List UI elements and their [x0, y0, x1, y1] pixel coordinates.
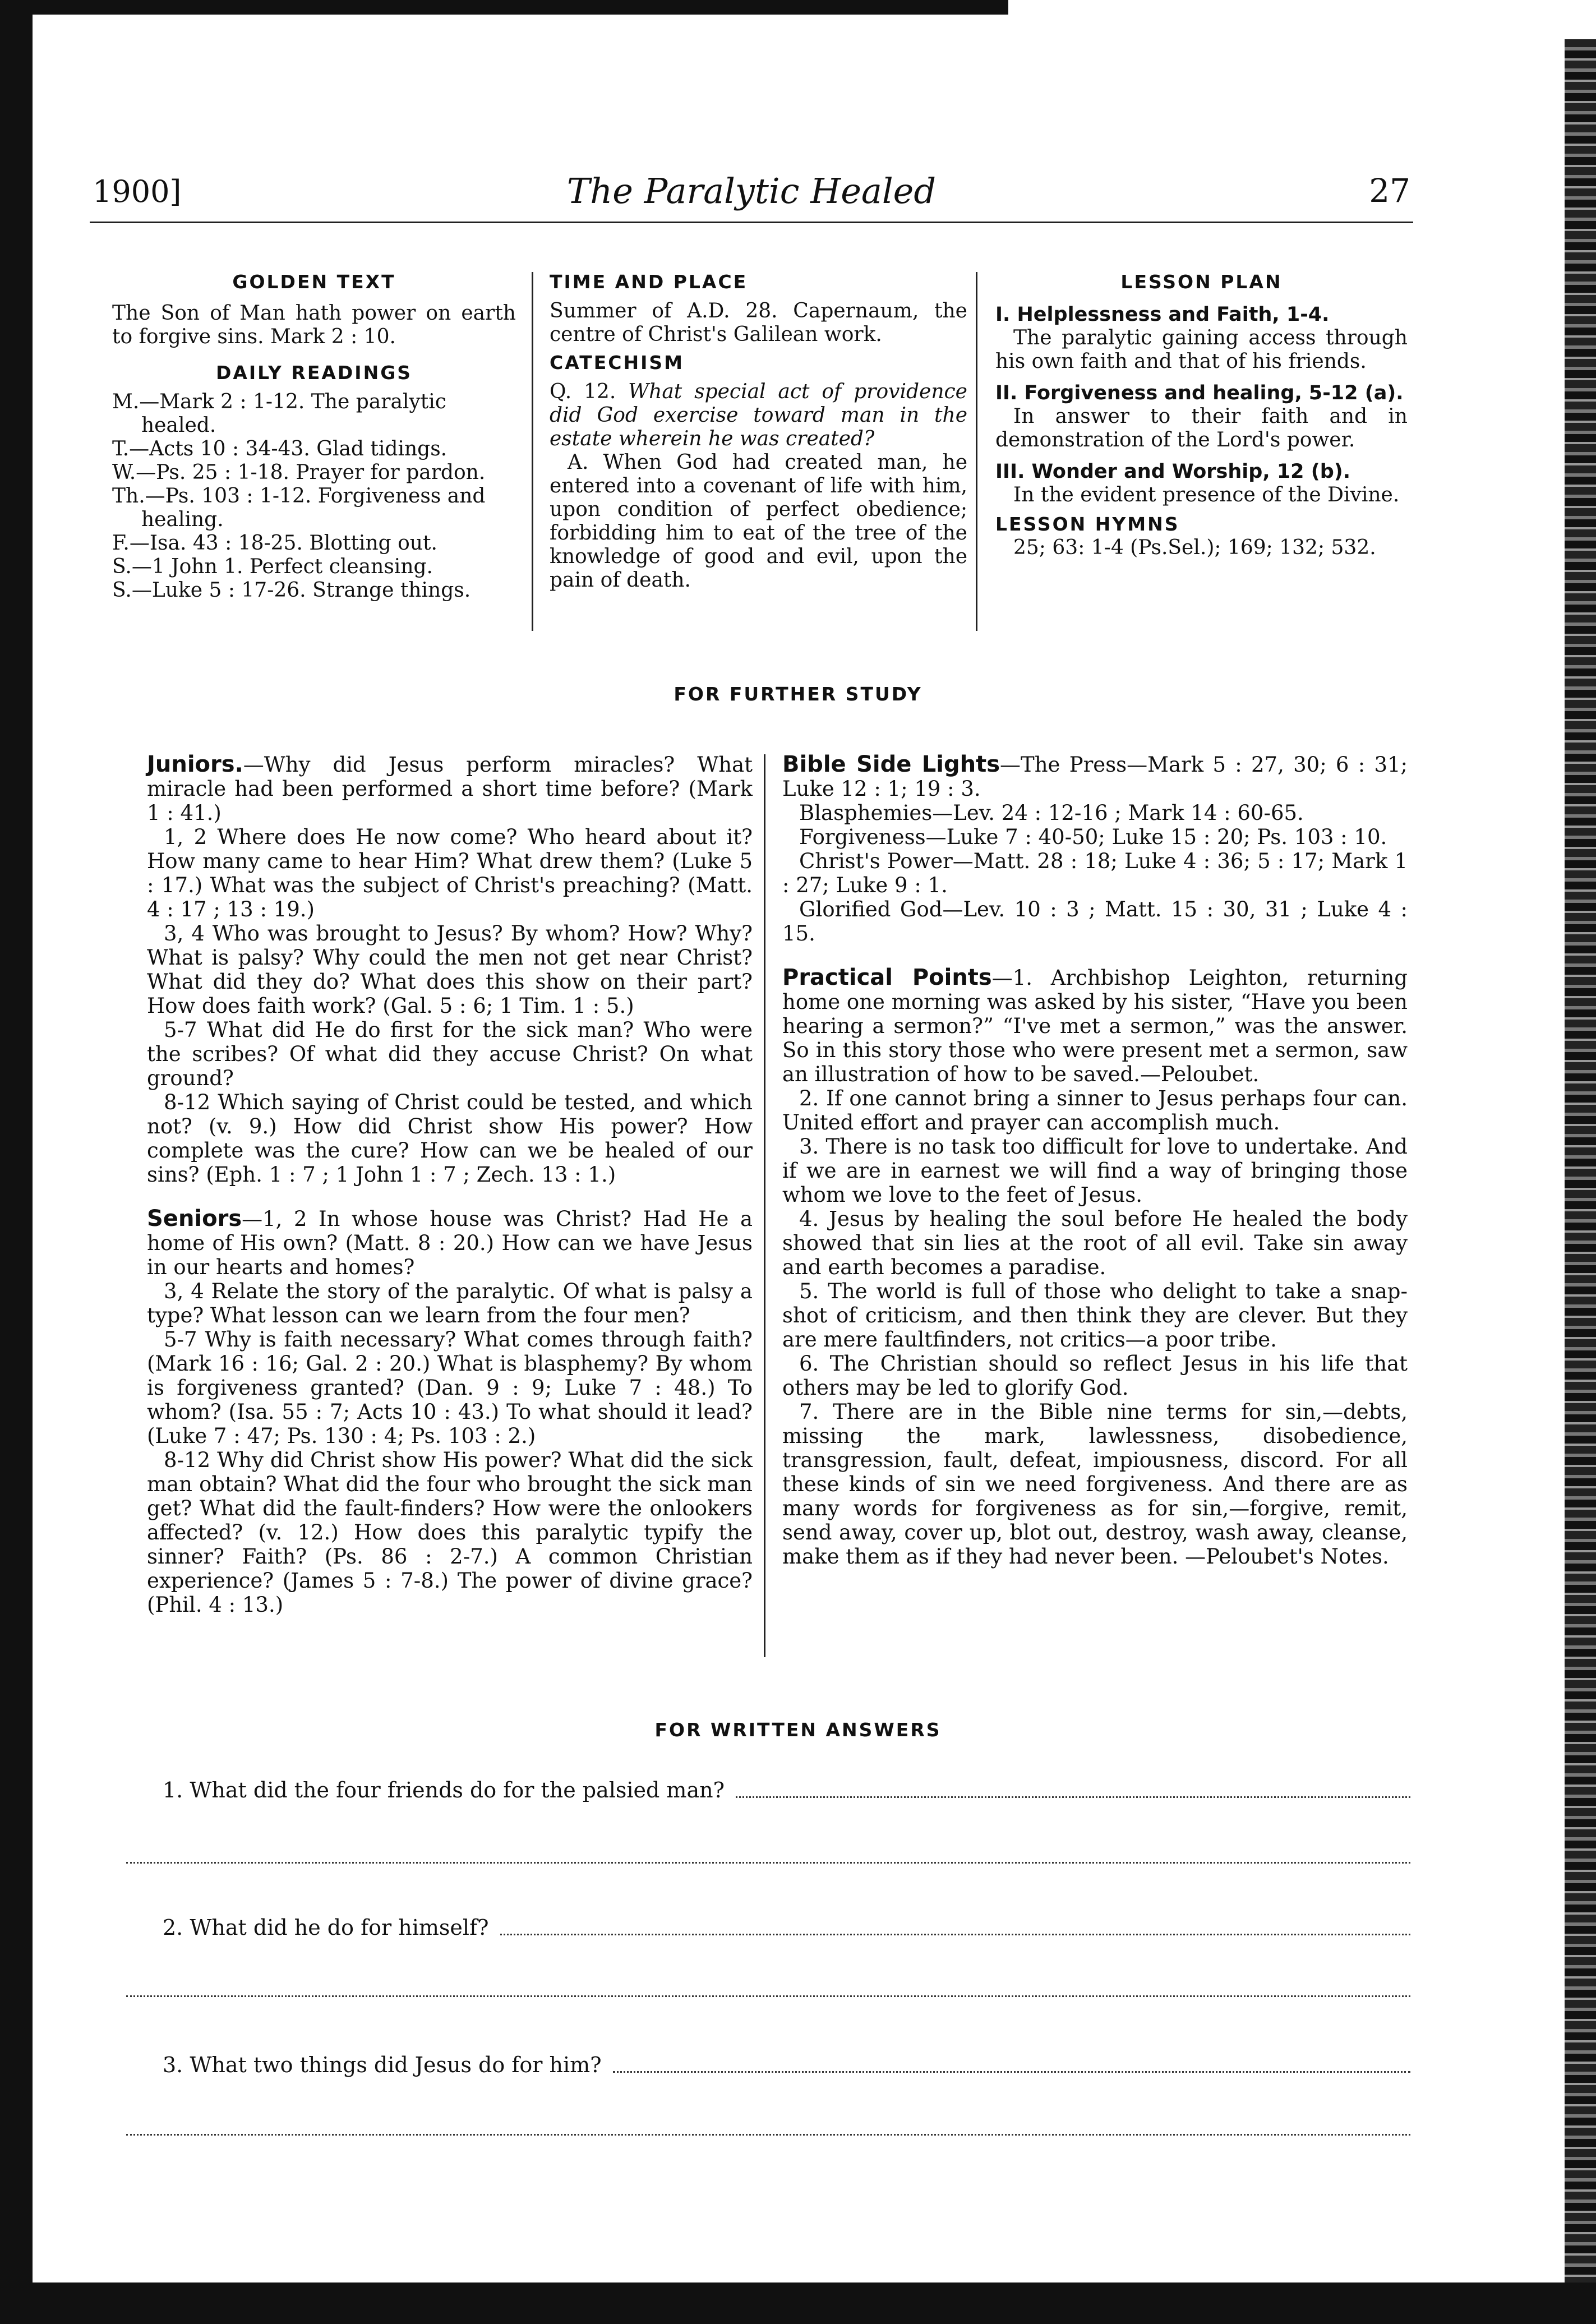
bible-lights-item: Forgiveness—Luke 7 : 40-50; Luke 15 : 20; Ps. 103 : 10. [799, 825, 1387, 849]
practical-point: 3. There is no task too difficult for love to undertake. And if we are in earnest we will find a way of bringing those whom we love to the feet of Jesus. [782, 1135, 1408, 1207]
seniors-question: 5-7 Why is faith necessary? What comes through faith? (Mark 16 : 16; Gal. 2 : 20.) What is blasphemy? By whom is forgiveness granted? (Dan. 9 : 9; Luke 7 : 48.) To whom? (Isa. 55 : 7; Acts 10 : 43.) To what should it lead? (Luke 7 : 47; Ps. 130 : 4; Ps. 103 : 2.) [147, 1327, 753, 1448]
daily-reading-item: S.—Luke 5 : 17-26. Strange things. [112, 579, 471, 602]
lesson-plan-item [995, 460, 1408, 507]
time-place-body: Summer of A.D. 28. Capernaum, the centre of Christ's Galilean work. [550, 299, 967, 346]
column-divider [976, 272, 977, 631]
practical-points-label: Practical Points [782, 965, 992, 990]
catechism-heading: CATECHISM [550, 352, 684, 374]
header-rule [90, 222, 1413, 223]
written-question: 1. What did the four friends do for the palsied man? [163, 1778, 725, 1802]
bible-lights-item: Christ's Power—Matt. 28 : 18; Luke 4 : 36; 5 : 17; Mark 1 : 27; Luke 9 : 1. [782, 849, 1408, 897]
practical-points-text: —1. Archbishop Leighton, returning home one morning was asked by his sister, “Have you been hearing a sermon?” “I've met a sermon,” was the answer. So in this story those who were present met a sermon, saw an illustration of how to be saved.—Peloubet. [782, 966, 1408, 1086]
golden-text-body: The Son of Man hath power on earth to forgive sins. Mark 2 : 10. [112, 302, 516, 348]
practical-point: 7. There are in the Bible nine terms for sin,—debts, missing the mark, lawlessness, disobedience, transgression, fault, defeat, impiousness, discord. For all these kinds of sin we need forgiveness. And there are as many words for forgiveness as for sin,—forgive, remit, send away, cover up, blot out, destroy, wash away, cleanse, make them as if they had never been. —Peloubet's Notes. [782, 1400, 1408, 1569]
written-answer-2 [163, 1915, 1410, 1940]
answer-line[interactable] [126, 1862, 1410, 1864]
juniors-intro [147, 753, 753, 825]
written-answer-3 [163, 2053, 1410, 2077]
time-place-column [550, 270, 967, 592]
answer-line[interactable] [613, 2071, 1410, 2073]
practical-point: 4. Jesus by healing the soul before He healed the body showed that sin lies at the root of all evil. Take sin away and earth becomes a paradise. [782, 1207, 1408, 1279]
juniors-question: 8-12 Which saying of Christ could be tested, and which not? (v. 9.) How did Christ show His power? How complete was the cure? How can we be healed of our sins? (Eph. 1 : 7 ; 1 John 1 : 7 ; Zech. 13 : 1.) [147, 1090, 753, 1187]
catechism-answer: A. When God had created man, he entered into a covenant of life with him, upon condition of perfect obedience; forbidding him to eat of the tree of the knowledge of good and evil, upon the pain of death. [550, 451, 967, 592]
bible-lights-label: Bible Side Lights [782, 751, 1000, 777]
seniors-intro [147, 1207, 753, 1279]
lesson-plan-item-text: In answer to their faith and in demonstration of the Lord's power. [995, 405, 1408, 451]
scan-edge-bottom [0, 2282, 1596, 2324]
daily-reading-item: S.—1 John 1. Perfect cleansing. [112, 555, 433, 578]
daily-readings-list [112, 390, 516, 602]
juniors-question: 1, 2 Where does He now come? Who heard about it? How many came to hear Him? What drew them? (Luke 5 : 17.) What was the subject of Christ's preaching? (Matt. 4 : 17 ; 13 : 19.) [147, 825, 753, 921]
column-divider [764, 754, 765, 1657]
scan-edge-right [1565, 39, 1596, 2282]
practical-points-intro [782, 966, 1408, 1086]
bible-lights-item: Blasphemies—Lev. 24 : 12-16 ; Mark 14 : 60-65. [799, 801, 1304, 825]
lesson-plan-heading: LESSON PLAN [1120, 271, 1283, 293]
lesson-plan-item-text: The paralytic gaining access through his own faith and that of his friends. [995, 326, 1408, 373]
daily-reading-item: M.—Mark 2 : 1-12. The paralytic healed. [112, 390, 446, 437]
answer-line[interactable] [500, 1934, 1410, 1935]
catechism-question-label: Q. 12. [550, 380, 616, 403]
bible-lights-item: Glorified God—Lev. 10 : 3 ; Matt. 15 : 30, 31 ; Luke 4 : 15. [782, 897, 1408, 946]
seniors-question: 8-12 Why did Christ show His power? What did the sick man obtain? What did the four who brought the sick man get? What did the fault-finders? How were the onlookers affected? (v. 12.) How does this paralytic typify the sinner? Faith? (Ps. 86 : 2-7.) A common Christian experience? (James 5 : 7-8.) The power of divine grace? (Phil. 4 : 13.) [147, 1448, 753, 1617]
written-question: 3. What two things did Jesus do for him? [163, 2053, 602, 2077]
juniors-question: 5-7 What did He do first for the sick man? Who were the scribes? Of what did they accuse Christ? On what ground? [147, 1018, 753, 1090]
lesson-plan-item [995, 303, 1408, 374]
lesson-hymns-heading: LESSON HYMNS [995, 513, 1180, 535]
daily-reading-item: T.—Acts 10 : 34-43. Glad tidings. [112, 437, 448, 460]
header-year: 1900] [93, 174, 182, 209]
lights-points-column [782, 753, 1408, 1569]
lesson-plan-column [995, 270, 1408, 560]
bible-lights-intro [782, 753, 1408, 801]
juniors-question: 3, 4 Who was brought to Jesus? By whom? How? Why? What is palsy? Why could the men not get near Christ? What did they do? What does this show on their part? How does faith work? (Gal. 5 : 6; 1 Tim. 1 : 5.) [147, 921, 753, 1018]
practical-point: 6. The Christian should so reflect Jesus in his life that others may be led to glorify God. [782, 1352, 1408, 1400]
golden-text-column [112, 270, 516, 602]
lesson-plan-item-title: III. Wonder and Worship, 12 (b). [995, 460, 1351, 483]
page-number: 27 [1369, 172, 1410, 210]
lesson-plan-item-title: II. Forgiveness and healing, 5-12 (a). [995, 382, 1404, 404]
catechism-question-text: What special act of providence did God exercise toward man in the estate wherein he was created? [550, 380, 967, 450]
written-question: 2. What did he do for himself? [163, 1915, 489, 1940]
bible-lights-text: —The Press—Mark 5 : 27, 30; 6 : 31; Luke 12 : 1; 19 : 3. [782, 753, 1408, 801]
juniors-text: —Why did Jesus perform miracles? What miracle had been performed a short time before? (Mark 1 : 41.) [147, 753, 753, 825]
answer-line[interactable] [126, 2134, 1410, 2136]
lesson-plan-item-title: I. Helplessness and Faith, 1-4. [995, 303, 1330, 326]
header-title: The Paralytic Healed [566, 170, 937, 211]
daily-reading-item: W.—Ps. 25 : 1-18. Prayer for pardon. [112, 461, 486, 484]
column-divider [532, 272, 533, 631]
time-place-heading: TIME AND PLACE [550, 271, 748, 293]
juniors-label: Juniors. [147, 751, 243, 777]
seniors-text: —1, 2 In whose house was Christ? Had He a home of His own? (Matt. 8 : 20.) How can we have Jesus in our hearts and homes? [147, 1207, 753, 1279]
further-study-heading: FOR FURTHER STUDY [674, 683, 922, 705]
catechism-question [550, 380, 967, 451]
lesson-plan-item [995, 381, 1408, 452]
answer-line[interactable] [736, 1796, 1410, 1798]
scan-edge-top [33, 0, 1008, 15]
written-answers-heading: FOR WRITTEN ANSWERS [654, 1719, 942, 1741]
written-answer-1 [163, 1778, 1410, 1802]
daily-reading-item: F.—Isa. 43 : 18-25. Blotting out. [112, 532, 437, 555]
lesson-hymns-text: 25; 63: 1-4 (Ps.Sel.); 169; 132; 532. [1013, 536, 1376, 559]
seniors-label: Seniors [147, 1206, 242, 1232]
scan-edge-left [0, 0, 33, 2324]
golden-text-heading: GOLDEN TEXT [232, 271, 396, 293]
answer-line[interactable] [126, 1995, 1410, 1997]
practical-point: 2. If one cannot bring a sinner to Jesus perhaps four can. United effort and prayer can accomplish much. [782, 1086, 1408, 1135]
daily-readings-heading: DAILY READINGS [215, 362, 413, 384]
running-header [93, 168, 1410, 219]
juniors-seniors-column [147, 753, 753, 1617]
practical-point: 5. The world is full of those who delight to take a snap-shot of criticism, and then think they are clever. But they are mere faultfinders, not critics—a poor tribe. [782, 1279, 1408, 1352]
seniors-question: 3, 4 Relate the story of the paralytic. Of what is palsy a type? What lesson can we learn from the four men? [147, 1279, 753, 1327]
daily-reading-item: Th.—Ps. 103 : 1-12. Forgiveness and healing. [112, 485, 486, 531]
lesson-plan-item-text: In the evident presence of the Divine. [1013, 483, 1400, 506]
